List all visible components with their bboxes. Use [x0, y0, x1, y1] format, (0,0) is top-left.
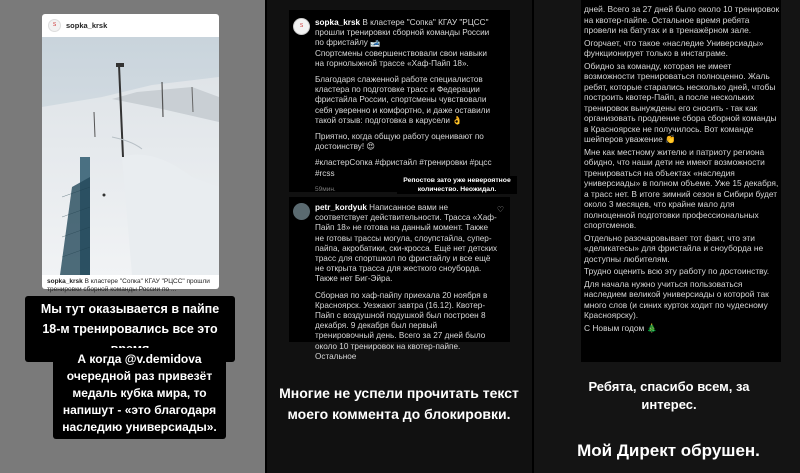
comment-paragraph: Огорчает, что такое «наследие Универсиады» функционирует только в инстаграме.: [584, 37, 764, 58]
post-paragraph: В кластере "Сопка" КГАУ "РЦСС" прошли тренировки сборной команды России по фристайлу 🎿 Спортсмены совершенствовали свои навыки на горнолыжной трассе «Хаф-Пайп 18».: [315, 18, 490, 68]
shared-post-card[interactable]: [42, 14, 219, 293]
comment-paragraph: Для начала нужно учиться пользоваться наследием великой универсиады о которой так много слов (и синих курток ходит по чудесному Красноярску).: [584, 278, 769, 320]
commenter-avatar: [293, 203, 310, 220]
story-thanks-text: Ребята, спасибо всем, за интерес.: [588, 379, 750, 412]
story-text-sticker-bottom: А когда @v.demidova очередной раз привезёт медаль кубка мира, то напишут - «это благодаря наследию универсиады».: [53, 348, 226, 439]
post-time: 59мин.: [315, 185, 336, 193]
post-paragraph: Приятно, когда общую работу оценивают по достоинству! 😍: [315, 132, 484, 152]
comment-paragraph: С Новым годом 🎄: [584, 322, 658, 333]
story-panel-3: [534, 0, 800, 473]
comment-screenshot: [289, 197, 510, 361]
comment-paragraph: Отдельно разочаровывает тот факт, что эти «деликатесы» для фристайла и сноуборда не доступны любителям.: [584, 232, 764, 264]
like-heart-icon[interactable]: ♡: [496, 205, 504, 214]
caption-username[interactable]: sopka_krsk: [47, 278, 83, 285]
ski-slope-photo: [42, 37, 219, 275]
comment-paragraph: Обидно за команду, которая не имеет возможности тренироваться полноценно. Жаль ребят, которые старались несколько дней, чтобы построить квотер-Пайп, а после нескольких тренировок вынуждены его сносить - так как организовать продление сбора сборной команды в Красноярске не получилось. Вот команде шейперов уважение 👏: [584, 60, 777, 144]
account-avatar: S: [48, 19, 61, 32]
post-username[interactable]: sopka_krsk: [315, 18, 361, 27]
comment-paragraph: Сборная по хаф-пайпу приехала 20 ноября в Красноярск. Уезжают завтра (16.12). Квотер-Пайп с воздушной подушкой был построен 8 декабря. 9 декабря был первый тренировочный день. Всего за 27 дней было около 10 тренировок на квотер-пайпе. Остальное: [315, 290, 488, 361]
comment-username[interactable]: petr_kordyuk: [315, 203, 367, 212]
post-username[interactable]: sopka_krsk: [66, 20, 108, 30]
post-screenshot: [289, 10, 510, 192]
comment-continuation-screenshot: [581, 0, 781, 362]
comment-paragraph: Трудно оценить всю эту работу по достоинству.: [584, 266, 770, 276]
story-caption: Многие не успели прочитать текст моего коммента до блокировки.: [279, 385, 519, 422]
post-caption: [47, 278, 215, 294]
comment-paragraph: Написанное вами не соответствует действительности. Трасса «Хаф-Пайп 18» не готова на данный момент. Также не готовы трассы могула, слоупстайла, супер-пайпа, акробатики, ски-кросса. Ещё нет детских трасс для спортшкол по фристайлу и все ещё не открыта трасса для жесткого сноуборда. Также нет Биг-Эйра.: [315, 203, 498, 284]
story-text-sticker-top: Мы тут оказывается в пайпе 18-м тренировались все это: [25, 296, 235, 362]
story-direct-text: Мой Директ обрушен.: [577, 441, 760, 460]
story-panel-2: [267, 0, 532, 473]
comment-paragraph: дней. Всего за 27 дней было около 10 тренировок на квотер-пайпе. Остальное время ребята провели на батутах и в тренажёрном зале.: [584, 4, 780, 35]
reply-note-sticker: Репостов зато уже невероятное количество. Неожидал.: [397, 176, 517, 194]
post-header: [42, 14, 219, 36]
post-body: [315, 18, 498, 201]
story-panel-1: [0, 0, 265, 473]
caption-text: В кластере "Сопка" КГАУ "РЦСС" прошли тренировки сборной команды России по ...: [47, 278, 210, 293]
post-hashtags[interactable]: #кластерСопка #фристайл #тренировки #рцсс #rcss: [315, 158, 492, 178]
comment-body: [315, 203, 498, 368]
comment-paragraph: Мне как местному жителю и патриоту региона обидно, что наши дети не имеют возможности тренироваться на объектах «наследия универсиады» в полном объеме. Уже 15 декабря, а трасс нет. В итоге зимний сезон в Сибири будет около 3 месяцев, что крайне мало для полноценной подготовки профессиональных спортсменов.: [584, 146, 779, 230]
post-paragraph: Благодаря слаженной работе специалистов кластера по подготовке трасс и Федерации фристайла России, спортсмены чувствовали себя уверенно и комфортно, и даже оставили такой отзыв: подготовка в карусели 👌: [315, 75, 491, 125]
account-avatar: S: [293, 18, 310, 35]
